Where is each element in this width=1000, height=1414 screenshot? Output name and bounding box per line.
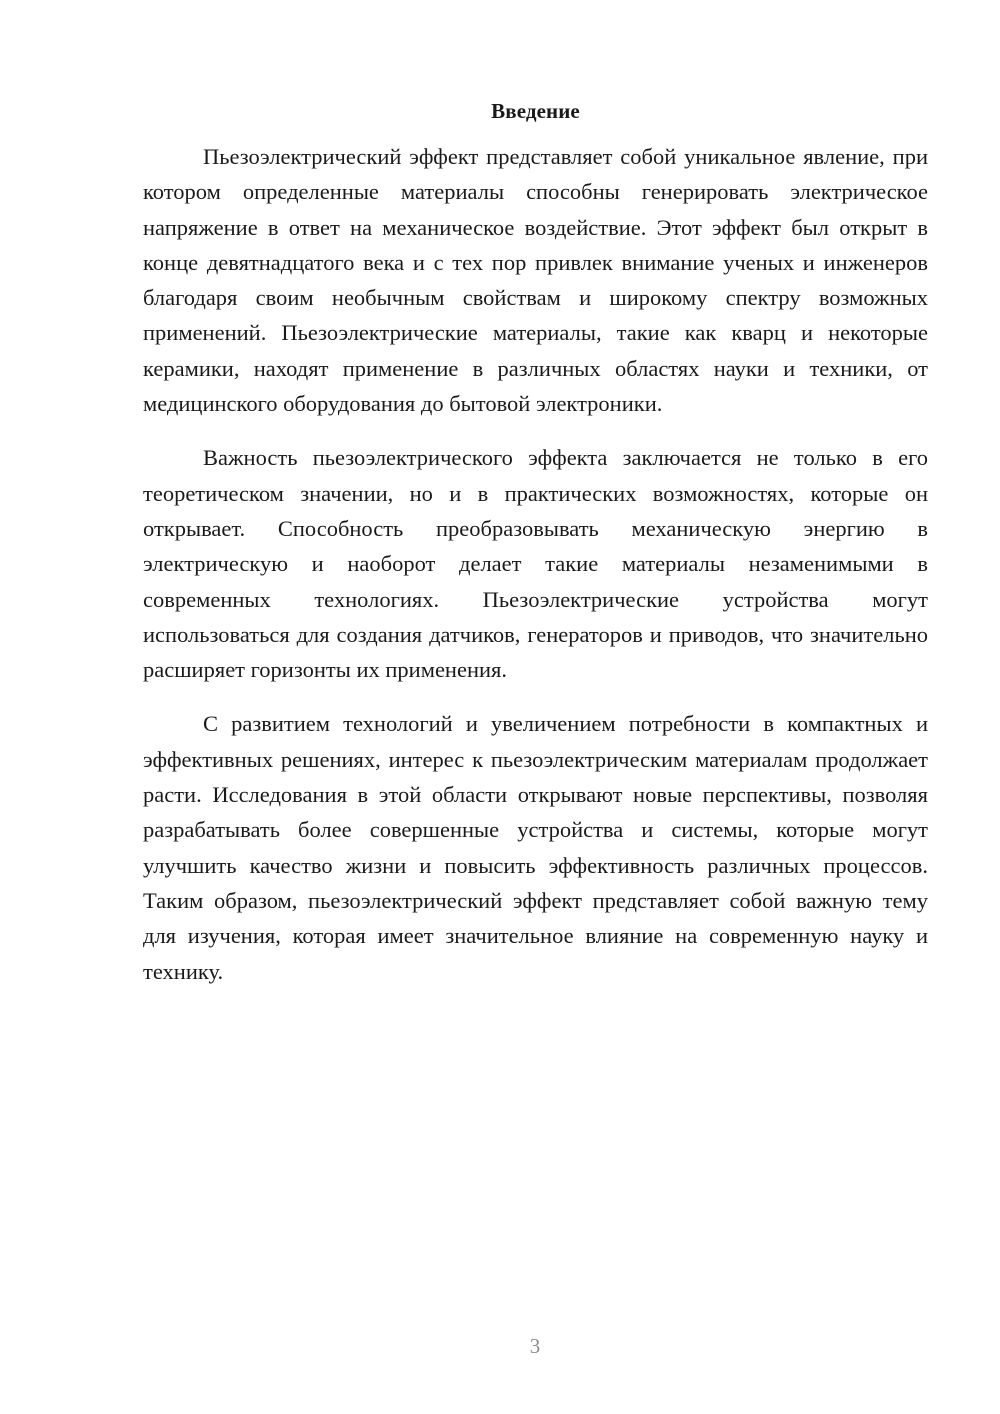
paragraph-2: Важность пьезоэлектрического эффекта заключается не только в его теоретическом значении, но и в практических возможностях, которые он открывает. Способность преобразовывать механическую энергию в электрическую и наоборот делает такие материалы незаменимыми в современных технологиях. Пьезоэлектрические устройства могут использоваться для создания датчиков, генераторов и приводов, что значительно расширяет горизонты их применения. bbox=[143, 445, 928, 683]
page-number: 3 bbox=[529, 1334, 541, 1358]
section-heading: Введение bbox=[491, 99, 580, 123]
paragraph-3: С развитием технологий и увеличением потребности в компактных и эффективных решениях, интерес к пьезоэлектрическим материалам продолжает расти. Исследования в этой области открывают новые перспективы, позволяя разрабатывать более совершенные устройства и системы, которые могут улучшить качество жизни и повысить эффективность различных процессов. Таким образом, пьезоэлектрический эффект представляет собой важную тему для изучения, которая имеет значительное влияние на современную науку и технику. bbox=[143, 711, 928, 984]
paragraph-1: Пьезоэлектрический эффект представляет собой уникальное явление, при котором определенные материалы способны генерировать электрическое напряжение в ответ на механическое воздействие. Этот эффект был открыт в конце девятнадцатого века и с тех пор привлек внимание ученых и инженеров благодаря своим необычным свойствам и широкому спектру возможных применений. Пьезоэлектрические материалы, такие как кварц и некоторые керамики, находят применение в различных областях науки и техники, от медицинского оборудования до бытовой электроники. bbox=[143, 144, 928, 417]
page-content bbox=[143, 96, 928, 989]
